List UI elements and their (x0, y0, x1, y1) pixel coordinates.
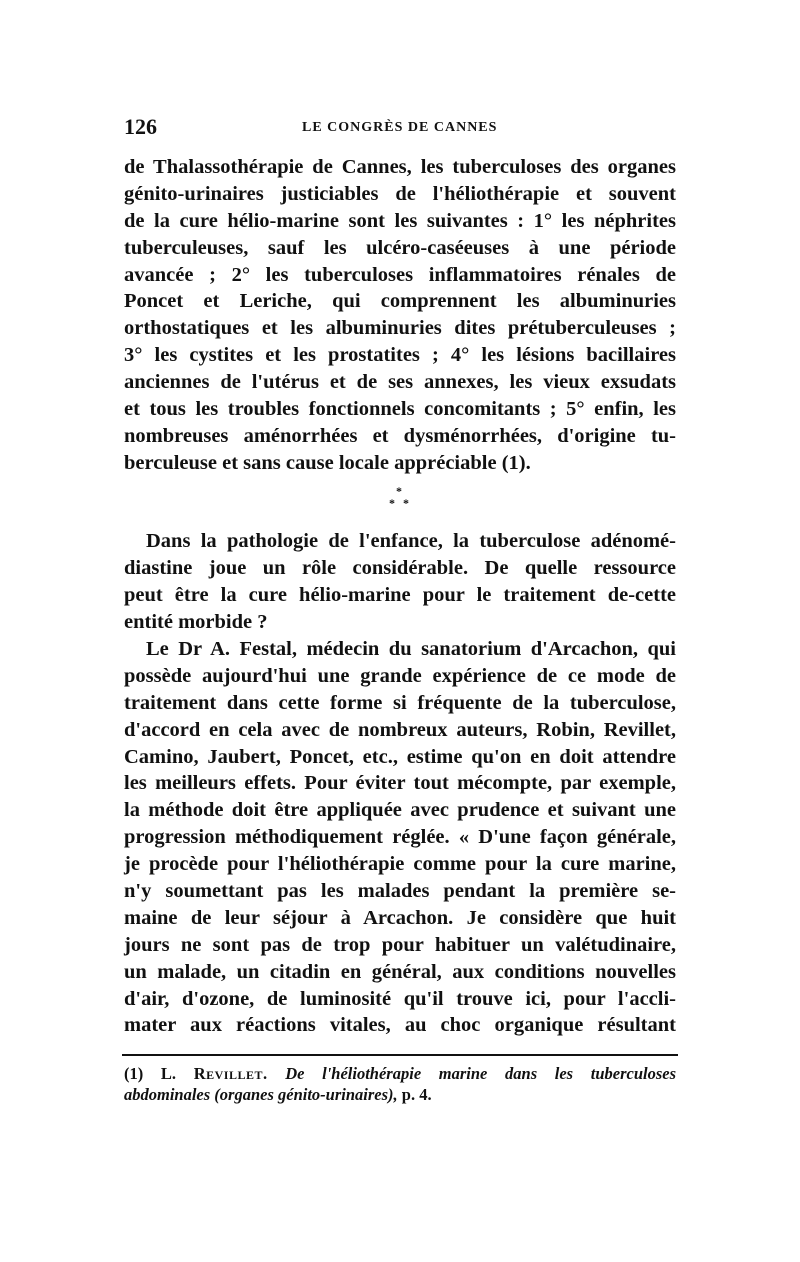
running-head: LE CONGRÈS DE CANNES (302, 120, 498, 135)
text-line: avancée ; 2° les tuberculoses inflammatoires rénales de (124, 263, 676, 286)
asterism-separator (380, 484, 420, 518)
text-line: traitement dans cette forme si fréquente de la tuberculose, (124, 691, 676, 714)
asterism-star: * (389, 496, 395, 510)
footnote-title: De l'héliothérapie marine dans les tuberculoses (285, 1064, 677, 1083)
text-line: génito-urinaires justiciables de l'héliothérapie et souvent (124, 182, 676, 205)
text-line: possède aujourd'hui une grande expérience de ce mode de (124, 664, 676, 687)
text-line: anciennes de l'utérus et de ses annexes, les vieux exsudats (124, 371, 676, 394)
text-line: un malade, un citadin en général, aux conditions nouvelles (124, 960, 676, 983)
text-line: tuberculeuses, sauf les ulcéro-caséeuses à une période (124, 236, 676, 259)
text-line: d'air, d'ozone, de luminosité qu'il trouve ici, pour l'accli- (124, 987, 676, 1010)
asterism-star: * (403, 496, 409, 510)
text-line: je procède pour l'héliothérapie comme pour la cure marine, (124, 853, 676, 876)
text-line: Le Dr A. Festal, médecin du sanatorium d'Arcachon, qui (146, 638, 676, 660)
page-number: 126 (124, 114, 157, 139)
text-line: les meilleurs effets. Pour éviter tout mécompte, par exemple, (124, 772, 676, 795)
footnote-rule (122, 1054, 678, 1056)
paragraph-3 (124, 636, 676, 1039)
text-line: Dans la pathologie de l'enfance, la tuberculose adénomé- (146, 530, 676, 552)
paragraph-1 (124, 154, 676, 477)
page-header (124, 114, 676, 144)
footnote-author: Revillet. (193, 1064, 268, 1083)
text-line: entité morbide ? (124, 610, 268, 633)
text-line: jours ne sont pas de trop pour habituer un valétudinaire, (124, 933, 676, 956)
text-line: progression méthodiquement réglée. « D'une façon générale, (124, 826, 676, 849)
text-line: peut être la cure hélio-marine pour le traitement de-cette (124, 583, 676, 606)
text-line: berculeuse et sans cause locale appréciable (1). (124, 451, 531, 474)
text-line: diastine joue un rôle considérable. De quelle ressource (124, 556, 676, 579)
text-line: n'y soumettant pas les malades pendant la première se- (124, 880, 676, 903)
text-line: mater aux réactions vitales, au choc organique résultant (124, 1014, 676, 1037)
paragraph-2 (124, 528, 676, 636)
footnote-page-ref: p. 4. (401, 1085, 432, 1104)
text-line: et tous les troubles fonctionnels concomitants ; 5° enfin, les (124, 398, 676, 421)
text-line: Poncet et Leriche, qui comprennent les albuminuries (124, 290, 676, 313)
asterism-star: * (396, 484, 402, 498)
footnote-line (124, 1063, 676, 1084)
text-line: la méthode doit être appliquée avec prudence et suivant une (124, 799, 676, 822)
text-line: maine de leur séjour à Arcachon. Je considère que huit (124, 906, 676, 929)
text-line: nombreuses aménorrhées et dysménorrhées, d'origine tu- (124, 424, 676, 447)
footnote-marker: (1) L. (124, 1064, 177, 1083)
footnote (124, 1063, 676, 1105)
text-line: d'accord en cela avec de nombreux auteurs, Robin, Revillet, (124, 718, 676, 741)
footnote-line (124, 1084, 676, 1105)
text-line: Camino, Jaubert, Poncet, etc., estime qu'on en doit attendre (124, 745, 676, 768)
text-line: de Thalassothérapie de Cannes, les tuberculoses des organes (124, 156, 676, 178)
text-line: orthostatiques et les albuminuries dites prétuberculeuses ; (124, 317, 676, 340)
text-line: 3° les cystites et les prostatites ; 4° les lésions bacillaires (124, 344, 676, 367)
text-line: de la cure hélio-marine sont les suivantes : 1° les néphrites (124, 209, 676, 232)
footnote-title-continued: abdominales (organes génito-urinaires), (124, 1085, 398, 1104)
